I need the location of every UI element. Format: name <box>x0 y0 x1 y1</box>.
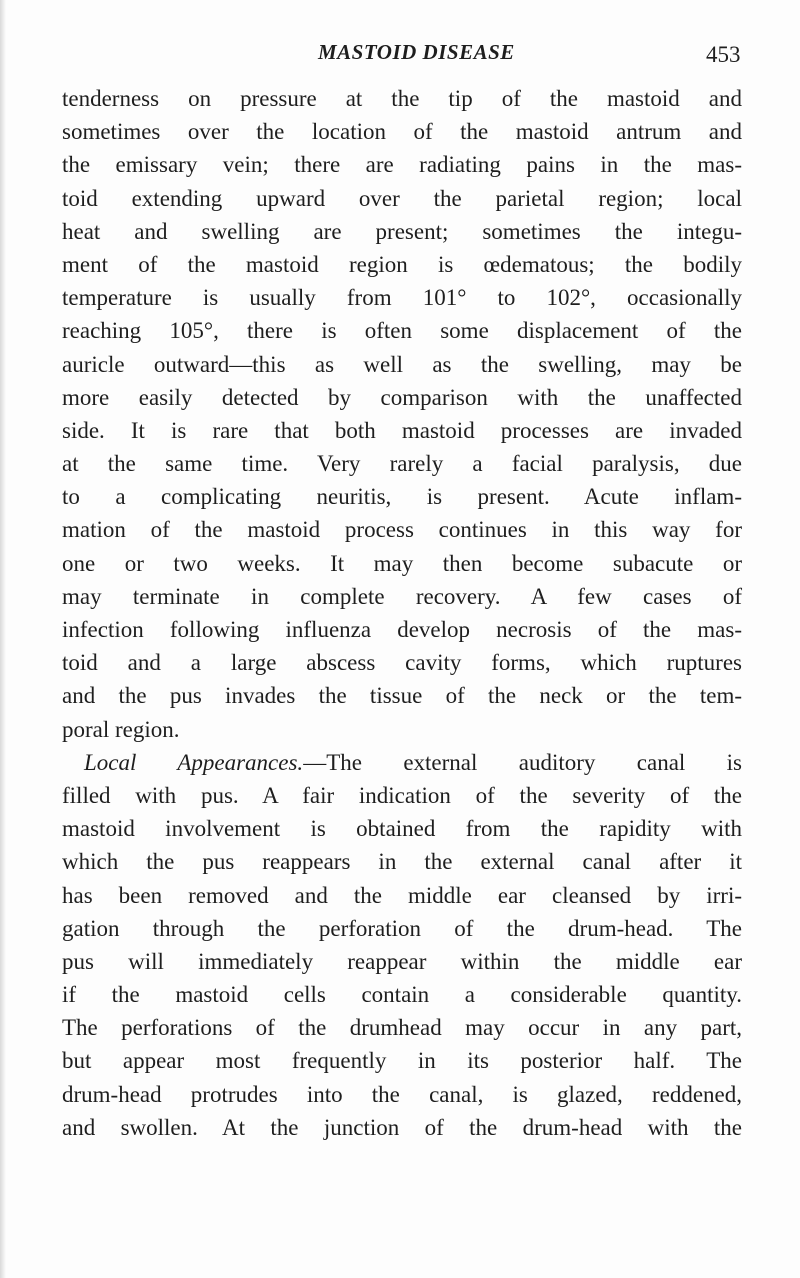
text-line: The perforations of the drumhead may occur in any part, <box>62 1015 742 1041</box>
text-line: ment of the mastoid region is œdematous; the bodily <box>62 251 742 277</box>
text-line: auricle outward—this as well as the swelling, may be <box>62 351 742 377</box>
body-text <box>62 82 742 1144</box>
text-line: and the pus invades the tissue of the neck or the tem- <box>62 683 742 709</box>
text-line: which the pus reappears in the external canal after it <box>62 849 742 875</box>
text-line: more easily detected by comparison with the unaffected <box>62 384 742 410</box>
text-line: temperature is usually from 101° to 102°, occasionally <box>62 285 742 311</box>
text-line: pus will immediately reappear within the middle ear <box>62 948 742 974</box>
text-line: the emissary vein; there are radiating pains in the mas- <box>62 152 742 178</box>
text-line: sometimes over the location of the mastoid antrum and <box>62 119 742 145</box>
text-line: infection following influenza develop necrosis of the mas- <box>62 617 742 642</box>
text-line: reaching 105°, there is often some displacement of the <box>62 318 742 344</box>
page-number: 453 <box>706 42 741 67</box>
text-line: and swollen. At the junction of the drum-head with the <box>62 1114 742 1140</box>
text-line: toid extending upward over the parietal region; local <box>62 185 742 211</box>
text-line: tenderness on pressure at the tip of the mastoid and <box>62 86 742 111</box>
text-line: may terminate in complete recovery. A few cases of <box>62 583 742 609</box>
text-line: heat and swelling are present; sometimes the integu- <box>62 218 742 244</box>
text-line: gation through the perforation of the drum-head. The <box>62 915 742 941</box>
text-line: filled with pus. A fair indication of the severity of the <box>62 782 742 808</box>
text-line: at the same time. Very rarely a facial paralysis, due <box>62 451 742 477</box>
text-line: but appear most frequently in its posterior half. The <box>62 1048 742 1074</box>
text-line: mastoid involvement is obtained from the rapidity with <box>62 816 742 842</box>
page-gutter-shadow <box>0 0 6 1278</box>
text-line: poral region. <box>62 716 180 742</box>
running-title: MASTOID DISEASE <box>318 40 515 64</box>
text-line: drum-head protrudes into the canal, is glazed, reddened, <box>62 1081 742 1107</box>
section-first-line-text: —The external auditory canal is <box>303 749 743 775</box>
text-line: if the mastoid cells contain a considerable quantity. <box>62 982 742 1008</box>
text-line: to a complicating neuritis, is present. Acute inflam- <box>62 484 742 510</box>
text-line: toid and a large abscess cavity forms, which ruptures <box>62 650 742 676</box>
text-line: mation of the mastoid process continues in this way for <box>62 517 742 543</box>
text-line: has been removed and the middle ear cleansed by irri- <box>62 882 742 908</box>
text-line: side. It is rare that both mastoid processes are invaded <box>62 417 742 443</box>
section-heading: Local Appearances. <box>84 749 304 775</box>
text-line: one or two weeks. It may then become subacute or <box>62 550 742 576</box>
section-first-line <box>62 746 742 779</box>
